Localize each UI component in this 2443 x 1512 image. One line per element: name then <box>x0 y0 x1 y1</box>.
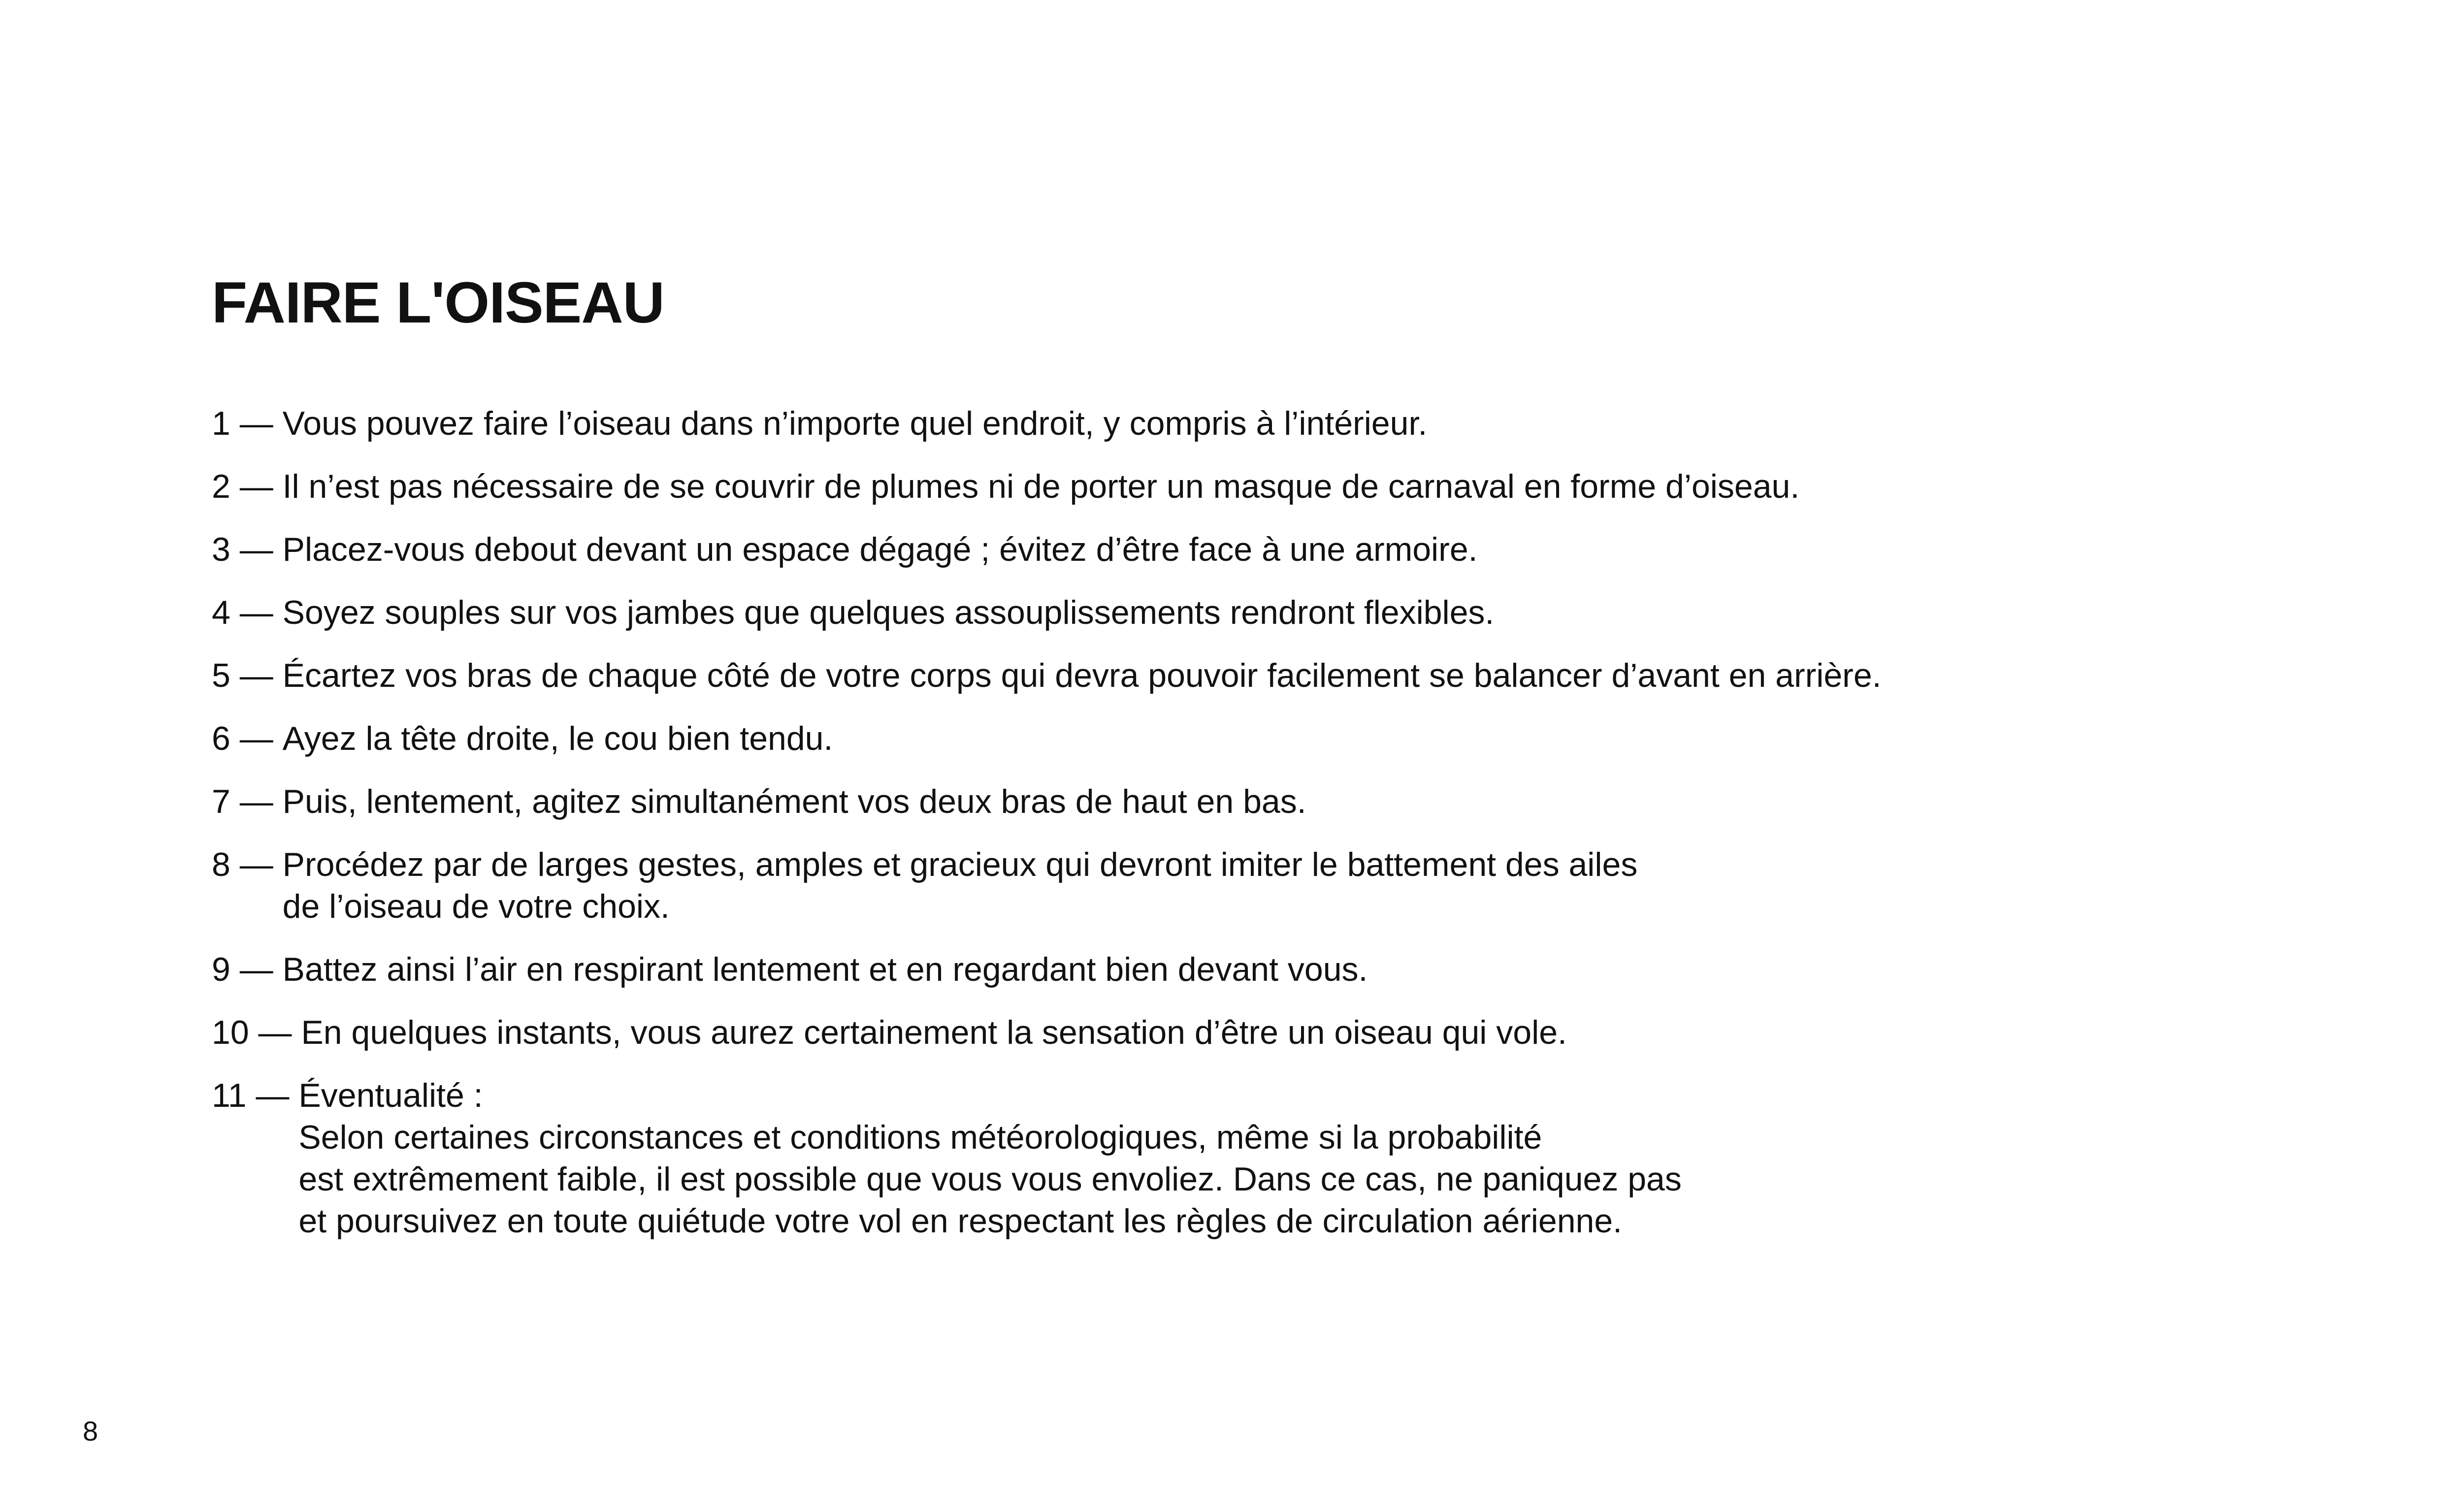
step-text <box>283 592 1495 634</box>
step-number: 8 <box>212 846 230 883</box>
step-text-line: Procédez par de larges gestes, amples et gracieux qui devront imiter le battement des ailes <box>282 846 1638 883</box>
list-item <box>212 844 2329 928</box>
step-separator: — <box>239 657 273 694</box>
step-text-line: Ayez la tête droite, le cou bien tendu. <box>282 720 833 757</box>
step-text-line: Placez-vous debout devant un espace dégagé ; évitez d’être face à une armoire. <box>282 531 1478 568</box>
step-number: 5 <box>212 657 230 694</box>
list-item <box>212 1075 2329 1242</box>
step-separator: — <box>239 405 273 442</box>
step-text <box>301 1012 1567 1054</box>
step-text-line: Puis, lentement, agitez simultanément vos deux bras de haut en bas. <box>282 783 1306 820</box>
step-text <box>283 781 1306 823</box>
list-item <box>212 529 2329 571</box>
step-text <box>283 949 1368 991</box>
step-separator: — <box>239 720 273 757</box>
step-separator: — <box>239 783 273 820</box>
step-text-line: En quelques instants, vous aurez certainement la sensation d’être un oiseau qui vole. <box>301 1014 1567 1051</box>
step-separator: — <box>258 1014 292 1051</box>
step-text <box>283 529 1478 571</box>
step-number: 7 <box>212 783 230 820</box>
step-separator: — <box>239 594 273 631</box>
step-number: 9 <box>212 951 230 988</box>
step-text-line: de l’oiseau de votre choix. <box>282 888 670 925</box>
step-text-line: Battez ainsi l’air en respirant lentement et en regardant bien devant vous. <box>282 951 1368 988</box>
page-title: FAIRE L'OISEAU <box>212 270 664 335</box>
instruction-list <box>212 403 2329 1263</box>
step-text <box>283 718 833 760</box>
step-text <box>283 655 1882 697</box>
step-text <box>283 844 1638 928</box>
list-item <box>212 781 2329 823</box>
step-text <box>283 403 1428 445</box>
step-number: 4 <box>212 594 230 631</box>
step-text-line: et poursuivez en toute quiétude votre vol en respectant les règles de circulation aérienne. <box>298 1202 1623 1240</box>
step-number: 10 <box>212 1014 249 1051</box>
list-item <box>212 949 2329 991</box>
step-text-line: Écartez vos bras de chaque côté de votre corps qui devra pouvoir facilement se balancer d’avant en arrière. <box>282 657 1882 694</box>
step-number: 3 <box>212 531 230 568</box>
step-text-line: Selon certaines circonstances et conditions météorologiques, même si la probabilité <box>298 1119 1542 1156</box>
step-number: 1 <box>212 405 230 442</box>
step-text-line: Soyez souples sur vos jambes que quelques assouplissements rendront flexibles. <box>282 594 1495 631</box>
list-item <box>212 1012 2329 1054</box>
step-separator: — <box>239 951 273 988</box>
step-separator: — <box>239 531 273 568</box>
step-number: 2 <box>212 468 230 505</box>
step-separator: — <box>239 846 273 883</box>
list-item <box>212 403 2329 445</box>
list-item <box>212 655 2329 697</box>
step-text-line: Éventualité : <box>298 1077 483 1114</box>
step-number: 6 <box>212 720 230 757</box>
step-text-line: Il n’est pas nécessaire de se couvrir de plumes ni de porter un masque de carnaval en forme d’oiseau. <box>282 468 1800 505</box>
step-separator: — <box>256 1077 290 1114</box>
step-text <box>283 466 1800 508</box>
step-number: 11 <box>212 1077 247 1114</box>
step-separator: — <box>239 468 273 505</box>
list-item <box>212 592 2329 634</box>
list-item <box>212 718 2329 760</box>
step-text <box>298 1075 1681 1242</box>
step-text-line: est extrêmement faible, il est possible que vous vous envoliez. Dans ce cas, ne paniquez pas <box>298 1160 1682 1198</box>
list-item <box>212 466 2329 508</box>
page-number: 8 <box>83 1415 98 1447</box>
step-text-line: Vous pouvez faire l’oiseau dans n’importe quel endroit, y compris à l’intérieur. <box>282 405 1428 442</box>
